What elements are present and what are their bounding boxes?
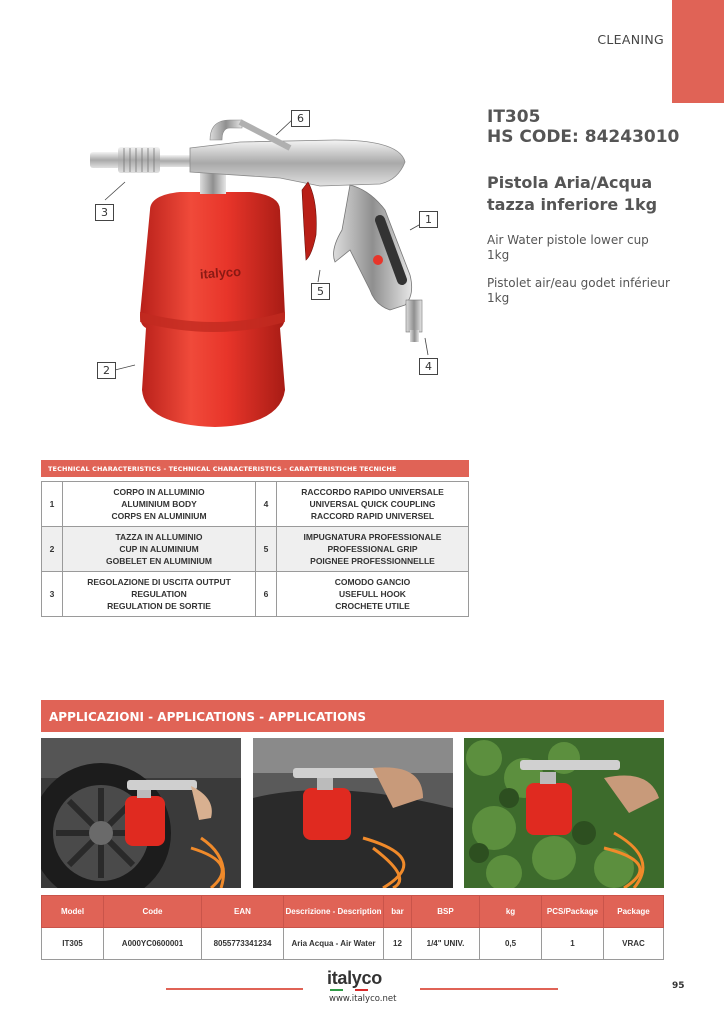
application-photo-scooter: [253, 738, 453, 888]
table-row: [42, 572, 469, 617]
tech-feature: [63, 572, 256, 617]
callout-1: 1: [419, 211, 438, 228]
product-code-block: [487, 107, 679, 147]
tech-line: CUP IN ALUMINIUM: [119, 544, 199, 554]
table-row: [42, 527, 469, 572]
col-model: Model: [42, 896, 104, 928]
tech-line: ALUMINIUM BODY: [121, 499, 197, 509]
cell-code: A000YC0600001: [104, 928, 202, 960]
col-ean: EAN: [202, 896, 284, 928]
tech-feature: [277, 572, 469, 617]
callout-6: 6: [291, 110, 310, 127]
tech-line: TAZZA IN ALLUMINIO: [115, 532, 203, 542]
cell-model: IT305: [42, 928, 104, 960]
col-package: Package: [604, 896, 664, 928]
col-code: Code: [104, 896, 202, 928]
tech-line: RACCORD RAPID UNIVERSEL: [310, 511, 435, 521]
col-bsp: BSP: [412, 896, 480, 928]
callout-5: 5: [311, 283, 330, 300]
tech-line: GOBELET EN ALUMINIUM: [106, 556, 212, 566]
footer-line-left: [166, 988, 303, 990]
product-image: [80, 100, 460, 440]
section-label: CLEANING: [597, 32, 664, 47]
cell-pcs-package: 1: [542, 928, 604, 960]
tech-line: PROFESSIONAL GRIP: [327, 544, 418, 554]
table-header-row: [42, 896, 664, 928]
tech-num: 6: [256, 572, 277, 617]
tech-num: 4: [256, 482, 277, 527]
table-row: [42, 482, 469, 527]
product-table: [41, 895, 664, 960]
application-photo-plants: [464, 738, 664, 888]
application-photo-car-wheel: [41, 738, 241, 888]
cup-brand: italyco: [199, 263, 242, 282]
cell-ean: 8055773341234: [202, 928, 284, 960]
tech-num: 1: [42, 482, 63, 527]
logo-flag-strip: [330, 989, 368, 991]
tech-num: 5: [256, 527, 277, 572]
col-bar: bar: [384, 896, 412, 928]
tech-feature: [63, 527, 256, 572]
tech-line: REGULATION DE SORTIE: [107, 601, 211, 611]
tech-line: CROCHETE UTILE: [335, 601, 410, 611]
hs-code: HS CODE: 84243010: [487, 127, 680, 147]
description-fr: Pistolet air/eau godet inférieur 1kg: [487, 276, 670, 305]
cell-bar: 12: [384, 928, 412, 960]
tech-num: 3: [42, 572, 63, 617]
callout-2: 2: [97, 362, 116, 379]
product-code: IT305: [487, 107, 541, 127]
cell-bsp: 1/4" UNIV.: [412, 928, 480, 960]
tech-line: IMPUGNATURA PROFESSIONALE: [303, 532, 442, 542]
cell-package: VRAC: [604, 928, 664, 960]
tech-line: POIGNEE PROFESSIONNELLE: [310, 556, 435, 566]
cell-kg: 0,5: [480, 928, 542, 960]
table-row: [42, 928, 664, 960]
tech-line: UNIVERSAL QUICK COUPLING: [309, 499, 436, 509]
tech-line: REGULATION: [131, 589, 187, 599]
tech-feature: [277, 527, 469, 572]
tech-line: CORPO IN ALLUMINIO: [113, 487, 205, 497]
tech-header: TECHNICAL CHARACTERISTICS - TECHNICAL CHARACTERISTICS - CARATTERISTICHE TECNICHE: [41, 460, 469, 477]
product-title: Pistola Aria/Acqua tazza inferiore 1kg: [487, 173, 658, 214]
tech-num: 2: [42, 527, 63, 572]
tech-table: [41, 481, 469, 617]
applications-header: APPLICAZIONI - APPLICATIONS - APPLICATIONS: [41, 700, 664, 732]
tech-line: RACCORDO RAPIDO UNIVERSALE: [301, 487, 444, 497]
col-pcs-package: PCS/Package: [542, 896, 604, 928]
callout-3: 3: [95, 204, 114, 221]
footer-line-right: [420, 988, 558, 990]
website-link[interactable]: www.italyco.net: [329, 994, 397, 1004]
tech-feature: [63, 482, 256, 527]
callout-4: 4: [419, 358, 438, 375]
tech-line: CORPS EN ALUMINIUM: [111, 511, 207, 521]
cell-description: Aria Acqua - Air Water: [284, 928, 384, 960]
col-kg: kg: [480, 896, 542, 928]
tech-line: REGOLAZIONE DI USCITA OUTPUT: [87, 577, 231, 587]
italyco-logo: italyco: [327, 968, 382, 988]
tech-line: COMODO GANCIO: [334, 577, 411, 587]
description-en: Air Water pistole lower cup 1kg: [487, 233, 649, 262]
page-number: 95: [672, 981, 685, 991]
corner-tab: [672, 0, 724, 103]
tech-feature: [277, 482, 469, 527]
col-description: Descrizione - Description: [284, 896, 384, 928]
tech-line: USEFULL HOOK: [339, 589, 406, 599]
